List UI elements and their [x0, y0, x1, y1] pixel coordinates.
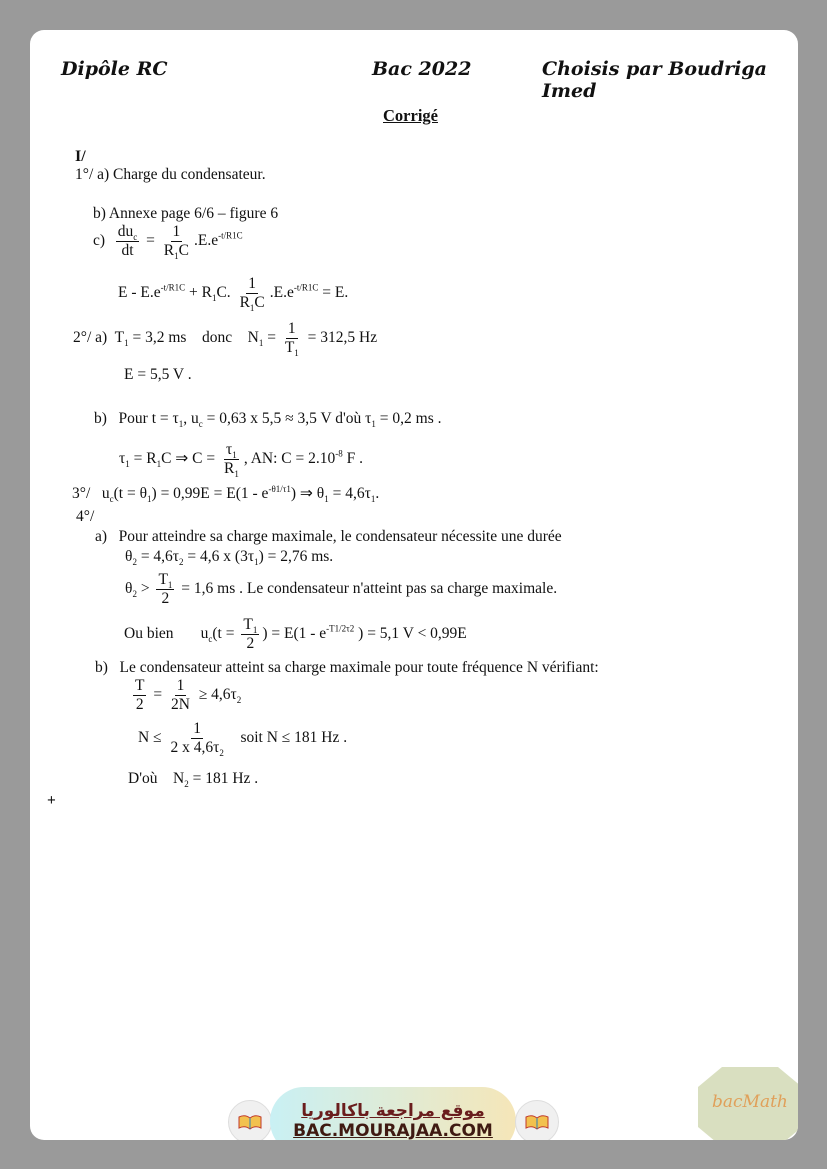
q4-b-line3: D'où $N_2 = 181$ Hz .	[128, 770, 259, 790]
section-label: I/	[75, 148, 86, 165]
q4-a: a) Pour atteindre sa charge maximale, le condensateur nécessite une durée	[95, 528, 562, 545]
site-logo-right	[515, 1100, 559, 1140]
q1-verification: $E - E.e^{-t/R1C} + R_1C$. $\frac{1}{R_1C}$ $.E.e^{-t/R1C} = E$.	[118, 275, 349, 313]
q1-a: 1°/ a) Charge du condensateur.	[75, 166, 266, 183]
site-logo-left	[228, 1100, 272, 1140]
document-page	[30, 30, 798, 1140]
header-chapter: Dipôle RC	[61, 58, 168, 80]
footer-arabic-title[interactable]: موقع مراجعة باكالوريا	[301, 1101, 485, 1121]
q4-a-line3: Ou bien $u_c(t$ = $\frac{T_1}{2}$ ) = $E(1 - e^{-T1/2\tau 2}$ ) = 5,1 V < 0,99E	[124, 616, 467, 652]
q4-a-line1: $\theta_2 = 4,6\tau_2 = 4,6$ x $(3\tau_1) = 2,76$ ms.	[125, 548, 334, 568]
q4-a-line2: $\theta_2$ > $\frac{T_1}{2}$ = 1,6 ms . Le condensateur n'atteint pas sa charge maximale.	[125, 571, 558, 607]
book-icon	[524, 1113, 550, 1131]
q3: 3°/ $u_c(t = \theta_1) = 0,99E = E(1 - e^{-\theta 1/\tau 1})$ ⇒ $\theta_1 = 4,6\tau_1$.	[72, 483, 380, 505]
q4-b: b) Le condensateur atteint sa charge maximale pour toute fréquence N vérifiant:	[95, 659, 599, 676]
q4-b-line2: N ≤ $\frac{1}{2 x 4,6\tau_2}$ soit N ≤ 181 Hz .	[138, 720, 348, 758]
q1-c-formula: c) $\frac{du_c}{dt}$ = $\frac{1}{R_1C}$ $.E.e^{-t/R1C}$	[93, 223, 243, 261]
q4-label: 4°/	[76, 508, 95, 525]
q2-a: 2°/ a) $T_1 = 3,2$ ms donc $N_1$ = $\frac{1}{T_1}$ = 312,5 Hz	[73, 320, 378, 358]
q4-b-line1: $\frac{T}{2}$ = $\frac{1}{2N}$ ≥ $4,6\tau_2$	[135, 677, 242, 713]
footer-banner[interactable]	[270, 1087, 516, 1140]
badge-label: bacMath	[712, 1092, 788, 1112]
book-icon	[237, 1113, 263, 1131]
q2-e-value: E = 5,5 V .	[124, 366, 192, 383]
q2-b: b) Pour $t = \tau_1$, $u_c = 0,63$ x 5,5 ≈ 3,5 V d'où $\tau_1 = 0,2$ ms .	[94, 410, 442, 430]
page-title: Corrigé	[383, 106, 438, 125]
header-author: Choisis par Boudriga Imed	[542, 58, 767, 102]
derivative-fraction: $\frac{du_c}{dt}$	[117, 223, 138, 259]
plus-mark: +	[47, 792, 56, 809]
q2-capacitance: $\tau_1 = R_1C$ ⇒ C = $\frac{\tau_1}{R_1}$ , AN: $C = 2.10^{-8}$ F .	[119, 441, 363, 479]
header-exam: Bac 2022	[372, 58, 472, 80]
footer-url-link[interactable]: BAC.MOURAJAA.COM	[293, 1121, 493, 1140]
q1-b: b) Annexe page 6/6 – figure 6	[93, 205, 279, 222]
